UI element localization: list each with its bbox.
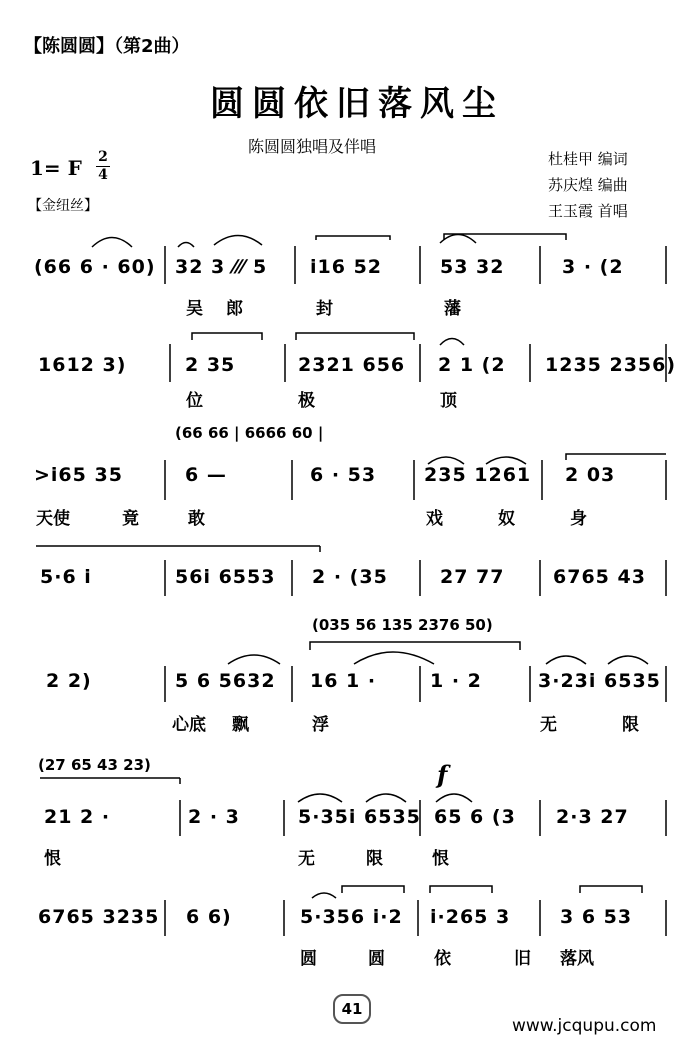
measure: >i65 35 bbox=[34, 464, 123, 486]
lyric: 落风 bbox=[560, 949, 594, 969]
slur bbox=[486, 457, 526, 464]
measure: 5 6 5632 bbox=[175, 670, 276, 692]
credit-composer: 苏庆煌 编曲 bbox=[548, 176, 628, 194]
lyric: 恨 bbox=[432, 849, 449, 869]
accompaniment-line: (66 66 | 6666 60 | bbox=[175, 424, 324, 442]
measure: 21 2 · bbox=[44, 806, 111, 828]
slur bbox=[580, 886, 642, 893]
slur bbox=[354, 652, 434, 664]
measure: 2 · 3 bbox=[188, 806, 240, 828]
lyric: 藩 bbox=[444, 299, 461, 319]
measure: 2 · (35 bbox=[312, 566, 388, 588]
slur bbox=[178, 243, 194, 248]
lyric: 无 bbox=[298, 849, 315, 869]
time-signature-bottom: 4 bbox=[98, 167, 108, 183]
slur bbox=[312, 893, 336, 898]
slur bbox=[296, 333, 414, 340]
slur bbox=[546, 656, 586, 664]
measure: 2 2) bbox=[46, 670, 92, 692]
credit-lyricist: 杜桂甲 编词 bbox=[548, 150, 628, 168]
slur bbox=[192, 333, 262, 340]
measure: 2·3 27 bbox=[556, 806, 629, 828]
lyric: 依 bbox=[434, 949, 451, 969]
credit-singer: 王玉霞 首唱 bbox=[548, 202, 628, 220]
key-signature: 1= F bbox=[30, 156, 82, 180]
measure: 5·6 i bbox=[40, 566, 92, 588]
slur bbox=[310, 642, 520, 650]
measure: 6765 43 bbox=[553, 566, 646, 588]
lyric: 顶 bbox=[440, 391, 457, 411]
site-watermark: www.jcqupu.com bbox=[512, 1016, 657, 1036]
lyric: 浮 bbox=[312, 715, 329, 735]
lyric: 圆 bbox=[300, 949, 317, 969]
measure: 5·356 i·2 bbox=[300, 906, 403, 928]
accompaniment-line: (27 65 43 23) bbox=[38, 756, 151, 774]
measure: 5·35i 6535 bbox=[298, 806, 421, 828]
lyric: 位 bbox=[186, 391, 203, 411]
lyric: 旧 bbox=[514, 949, 531, 969]
measure: (66 6 · 60) bbox=[34, 256, 156, 278]
measure: 2 03 bbox=[565, 464, 616, 486]
lyric: 封 bbox=[316, 299, 333, 319]
lyric: 身 bbox=[570, 509, 587, 529]
lyric: 飘 bbox=[232, 715, 249, 735]
slur bbox=[608, 656, 648, 664]
slur bbox=[440, 339, 464, 346]
lyric: 限 bbox=[366, 849, 383, 869]
measure: 6 · 53 bbox=[310, 464, 377, 486]
lyric: 圆 bbox=[368, 949, 385, 969]
tune-label: 【金纽丝】 bbox=[28, 198, 98, 214]
slur bbox=[430, 886, 492, 893]
measure: i16 52 bbox=[310, 256, 383, 278]
lyric: 限 bbox=[622, 715, 639, 735]
dynamic-marking: f bbox=[437, 760, 448, 789]
measure: 6765 3235 bbox=[38, 906, 160, 928]
measure: 3 · (2 bbox=[562, 256, 624, 278]
measure: 1235 2356) bbox=[545, 354, 677, 376]
lyric: 恨 bbox=[44, 849, 61, 869]
slur bbox=[298, 794, 342, 802]
slur bbox=[428, 457, 464, 464]
measure: 65 6 (3 bbox=[434, 806, 516, 828]
section-label: 【陈圆圆】（第2曲） bbox=[24, 36, 190, 57]
lyric: 极 bbox=[298, 391, 315, 411]
slur bbox=[92, 238, 132, 248]
lyric: 戏 bbox=[426, 509, 443, 529]
lyric: 奴 bbox=[498, 509, 515, 529]
measure: 16 1 · bbox=[310, 670, 377, 692]
measure: 1 · 2 bbox=[430, 670, 482, 692]
lyric: 吴 bbox=[186, 299, 203, 319]
measure: 2 35 bbox=[185, 354, 236, 376]
measure: 6 — bbox=[185, 464, 227, 486]
measure: i·265 3 bbox=[430, 906, 511, 928]
page-title: 圆圆依旧落风尘 bbox=[210, 84, 504, 124]
lyric: 郎 bbox=[226, 299, 243, 319]
time-signature-top: 2 bbox=[98, 149, 108, 165]
slur bbox=[316, 236, 390, 240]
measure: 2 1 (2 bbox=[438, 354, 506, 376]
measure: 2321 656 bbox=[298, 354, 406, 376]
measure: 53 32 bbox=[440, 256, 505, 278]
lyric: 心底 bbox=[172, 715, 206, 735]
measure: 6 6) bbox=[186, 906, 232, 928]
lyric: 竟 bbox=[122, 509, 139, 529]
measure: 32 3 ⁄⁄⁄ 5 bbox=[175, 256, 268, 278]
measure: 3 6 53 bbox=[560, 906, 633, 928]
measure: 235 1261 bbox=[424, 464, 532, 486]
slur bbox=[228, 655, 280, 664]
slur bbox=[566, 454, 666, 460]
measure: 1612 3) bbox=[38, 354, 127, 376]
slur bbox=[342, 886, 404, 893]
slur bbox=[366, 794, 406, 802]
slur bbox=[214, 236, 262, 246]
slur bbox=[436, 794, 472, 802]
slur bbox=[440, 235, 476, 244]
page-number: 41 bbox=[333, 994, 371, 1024]
lyric: 敢 bbox=[188, 509, 205, 529]
lyric: 天使 bbox=[36, 509, 70, 529]
measure: 56i 6553 bbox=[175, 566, 276, 588]
measure: 27 77 bbox=[440, 566, 505, 588]
accompaniment-line: (035 56 135 2376 50) bbox=[312, 616, 493, 634]
lyric: 无 bbox=[540, 715, 557, 735]
measure: 3·23i 6535 bbox=[538, 670, 661, 692]
subtitle: 陈圆圆独唱及伴唱 bbox=[248, 137, 377, 156]
